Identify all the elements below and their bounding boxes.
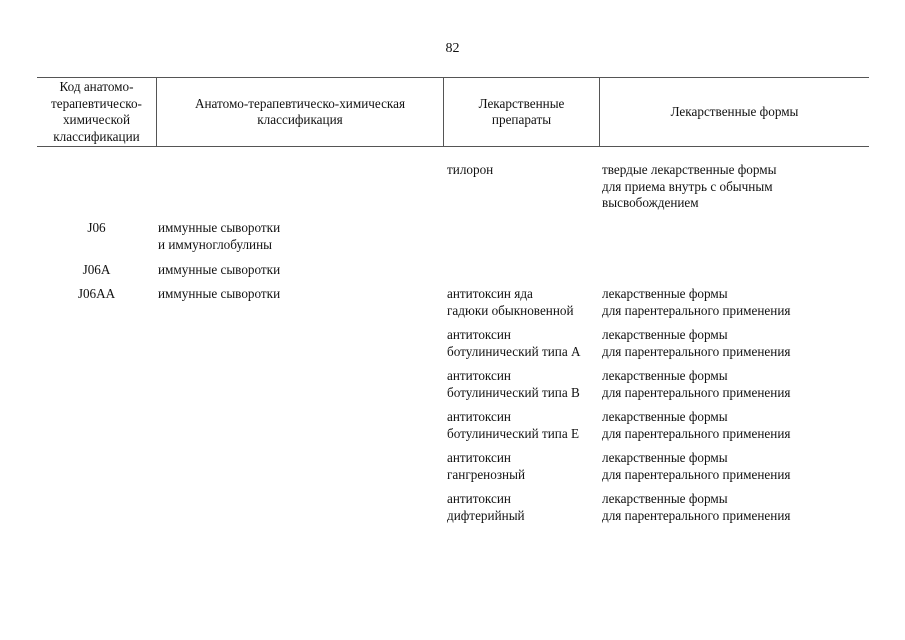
cell-preparation: антитоксин дифтерийный [447, 491, 525, 523]
cell-form: лекарственные формы для парентерального применения [602, 450, 791, 482]
table-header-cell [444, 77, 599, 147]
cell-preparation: антитоксин гангренозный [447, 450, 526, 482]
cell-form: лекарственные формы для парентерального применения [602, 491, 791, 523]
cell-preparation: антитоксин ботулинический типа А [447, 327, 581, 359]
header-classification: Анатомо-терапевтическо-химическая классификация [194, 95, 406, 127]
header-code: Код анатомо- терапевтическо- химической классификации [51, 79, 142, 144]
cell-form: лекарственные формы для парентерального применения [602, 327, 791, 359]
cell-code: J06 [87, 220, 106, 235]
cell-code: J06AA [77, 286, 116, 301]
cell-form: лекарственные формы для парентерального применения [602, 409, 791, 441]
cell-preparation: антитоксин ботулинический типа Е [447, 409, 580, 441]
cell-preparation: антитоксин ботулинический типа В [447, 368, 580, 400]
cell-preparation: антитоксин яда гадюки обыкновенной [447, 286, 574, 318]
header-forms: Лекарственные формы [670, 103, 799, 119]
cell-form: лекарственные формы для парентерального применения [602, 286, 791, 318]
cell-preparation: тилорон [447, 162, 494, 177]
header-preparations: Лекарственные препараты [478, 95, 565, 127]
cell-code: J06A [82, 262, 111, 277]
cell-classification: иммунные сыворотки и иммуноглобулины [158, 220, 281, 252]
table-header-cell [37, 77, 156, 147]
page-number: 82 [445, 41, 460, 56]
table-header-cell [600, 77, 869, 147]
cell-form: лекарственные формы для парентерального применения [602, 368, 791, 400]
cell-form: твердые лекарственные формы для приема внутрь с обычным высвобождением [602, 162, 777, 210]
table-header-cell [157, 77, 443, 147]
cell-classification: иммунные сыворотки [158, 262, 281, 277]
cell-classification: иммунные сыворотки [158, 286, 281, 301]
